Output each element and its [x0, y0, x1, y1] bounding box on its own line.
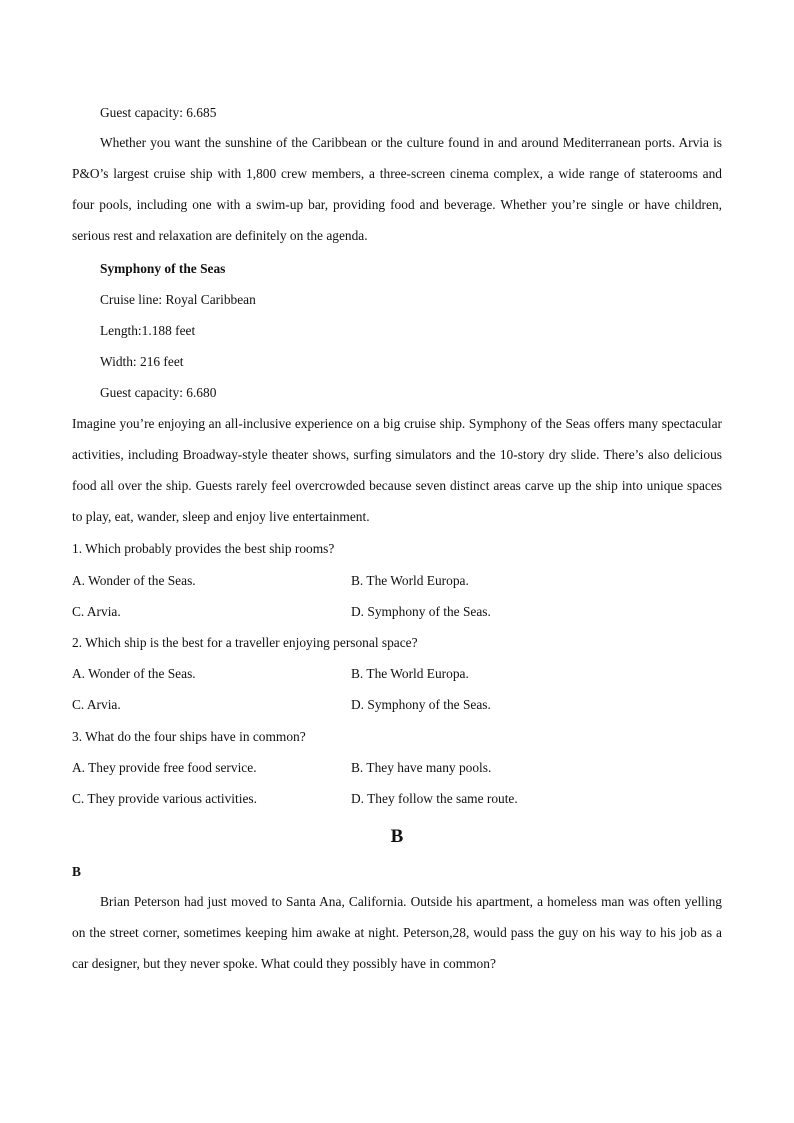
- question-1-option-a: A. Wonder of the Seas.: [72, 573, 196, 588]
- symphony-heading: Symphony of the Seas: [100, 261, 226, 276]
- symphony-guest-capacity: Guest capacity: 6.680: [100, 385, 217, 400]
- question-2-stem: 2. Which ship is the best for a traveller enjoying personal space?: [72, 635, 418, 650]
- symphony-width: Width: 216 feet: [100, 354, 184, 369]
- question-1-option-d: D. Symphony of the Seas.: [351, 604, 491, 619]
- section-b-title: B: [390, 826, 404, 847]
- question-2-option-c: C. Arvia.: [72, 697, 121, 712]
- question-3-stem: 3. What do the four ships have in common?: [72, 729, 306, 744]
- arvia-guest-capacity: Guest capacity: 6.685: [100, 105, 217, 120]
- question-1-stem: 1. Which probably provides the best ship rooms?: [72, 541, 335, 556]
- question-1-option-b: B. The World Europa.: [351, 573, 469, 588]
- question-3-option-a: A. They provide free food service.: [72, 760, 257, 775]
- question-1-option-c: C. Arvia.: [72, 604, 121, 619]
- section-b-paragraph: Brian Peterson had just moved to Santa Ana, California. Outside his apartment, a homeless man was often yelling on the street corner, sometimes keeping him awake at night. Peterson,28, would pass the guy on his way to his job as a car designer, but they never spoke. What could they possibly have in common?: [72, 894, 722, 971]
- symphony-length: Length:1.188 feet: [100, 323, 196, 338]
- question-3-option-d: D. They follow the same route.: [351, 791, 518, 806]
- question-2-option-a: A. Wonder of the Seas.: [72, 666, 196, 681]
- arvia-description: Whether you want the sunshine of the Caribbean or the culture found in and around Mediterranean ports. Arvia is P&O’s largest cruise ship with 1,800 crew members, a three-screen cinema complex, a wide range of staterooms and four pools, including one with a swim-up bar, providing food and beverage. Whether you’re single or have children, serious rest and relaxation are definitely on the agenda.: [72, 135, 722, 243]
- section-b-label: B: [72, 864, 81, 879]
- question-3-option-c: C. They provide various activities.: [72, 791, 257, 806]
- question-2-option-d: D. Symphony of the Seas.: [351, 697, 491, 712]
- symphony-description: Imagine you’re enjoying an all-inclusive experience on a big cruise ship. Symphony of the Seas offers many spectacular activities, including Broadway-style theater shows, surfing simulators and the 10-story dry slide. There’s also delicious food all over the ship. Guests rarely feel overcrowded because seven distinct areas carve up the ship into unique spaces to play, eat, wander, sleep and enjoy live entertainment.: [72, 416, 722, 524]
- question-3-option-b: B. They have many pools.: [351, 760, 492, 775]
- symphony-cruise-line: Cruise line: Royal Caribbean: [100, 292, 256, 307]
- question-2-option-b: B. The World Europa.: [351, 666, 469, 681]
